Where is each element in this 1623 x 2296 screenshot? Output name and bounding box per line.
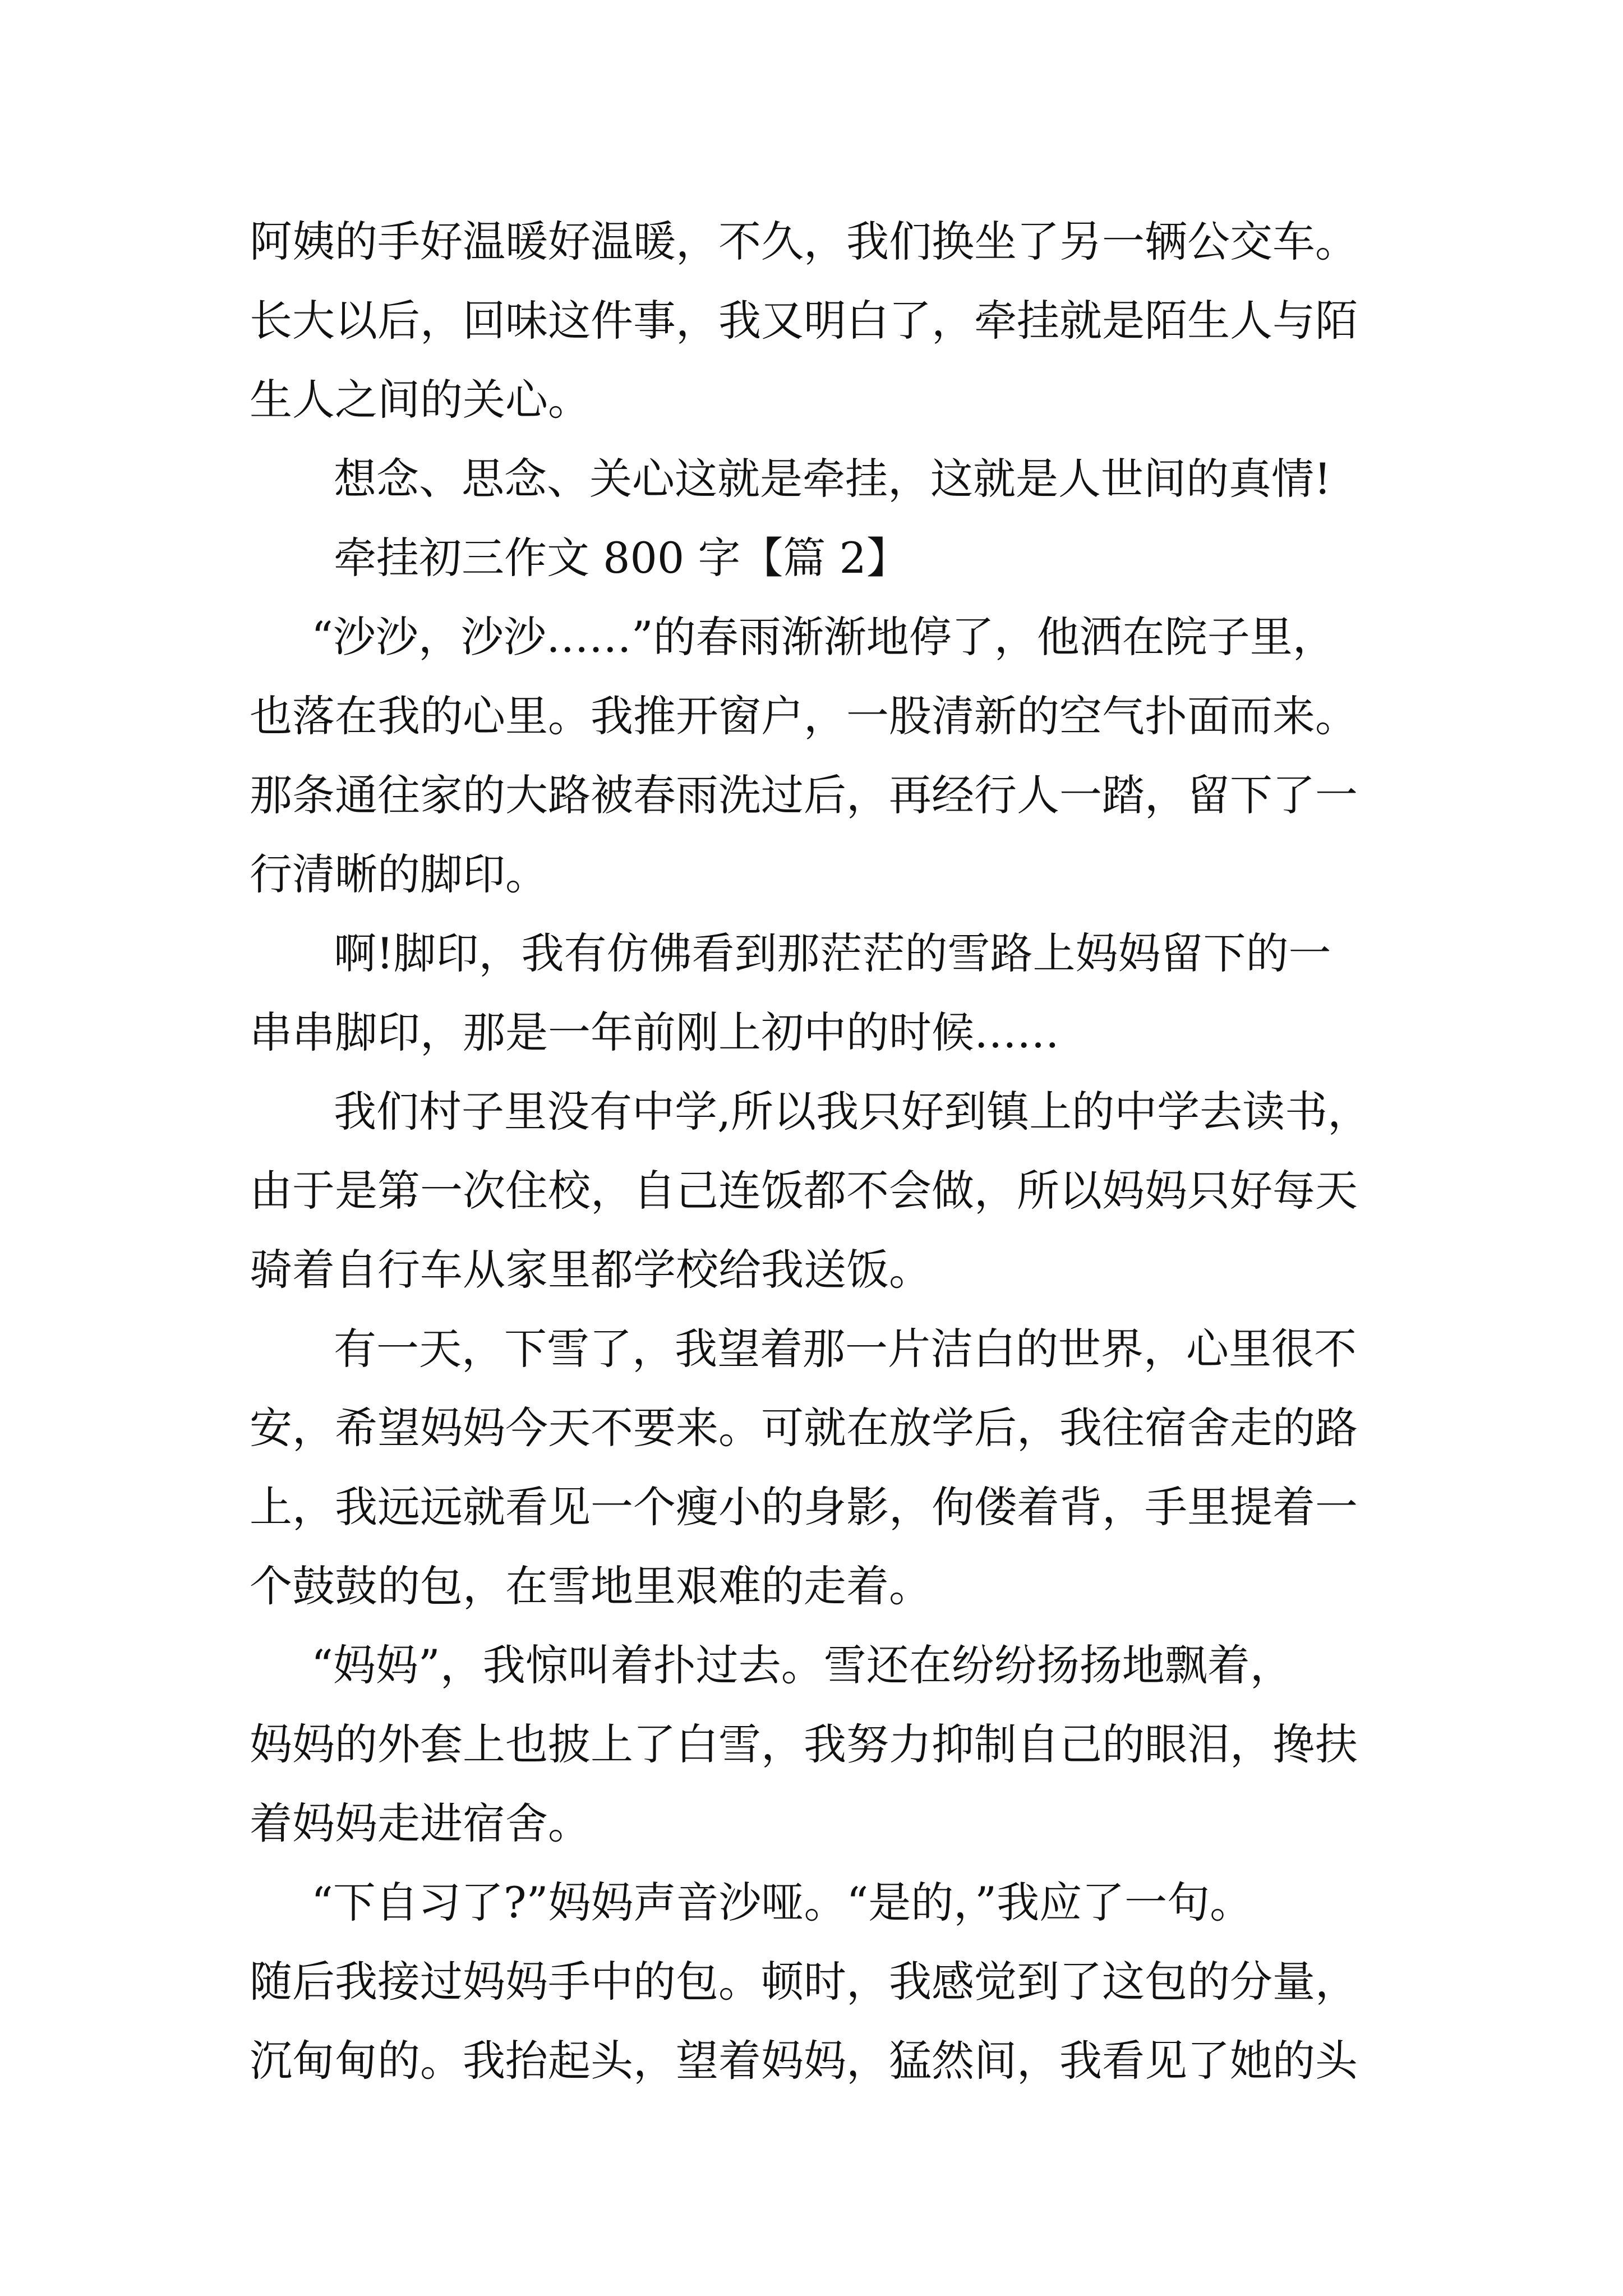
text-line: 着妈妈走进宿舍。 [250,1798,591,1848]
section-heading: 牵挂初三作文 800 字【篇 2】 [334,533,909,583]
document-page [250,202,1394,2100]
text-line: 有一天，下雪了，我望着那一片洁白的世界，心里很不 [334,1324,1357,1374]
text-line: 生人之间的关心。 [250,375,591,425]
text-line: 个鼓鼓的包，在雪地里艰难的走着。 [250,1561,932,1611]
text-line: 那条通往家的大路被春雨洗过后，再经行人一踏，留下了一 [250,770,1358,820]
text-line: 上，我远远就看见一个瘦小的身影，佝偻着背，手里提着一 [250,1482,1358,1532]
text-line: 想念、思念、关心这就是牵挂，这就是人世间的真情! [334,454,1331,504]
text-line: 长大以后，回味这件事，我又明白了，牵挂就是陌生人与陌 [250,296,1358,346]
text-line: 安，希望妈妈今天不要来。可就在放学后，我往宿舍走的路 [250,1403,1358,1453]
text-line: “沙沙，沙沙……”的春雨渐渐地停了，他洒在院子里， [311,612,1335,662]
text-line: 我们村子里没有中学,所以我只好到镇上的中学去读书， [334,1087,1371,1137]
text-line: 也落在我的心里。我推开窗户，一股清新的空气扑面而来。 [250,691,1358,741]
text-line: 啊!脚印，我有仿佛看到那茫茫的雪路上妈妈留下的一 [334,928,1331,978]
text-line: 沉甸甸的。我抬起头，望着妈妈，猛然间，我看见了她的头 [250,2036,1358,2086]
text-line: 行清晰的脚印。 [250,849,548,899]
text-line: 阿姨的手好温暖好温暖，不久，我们换坐了另一辆公交车。 [250,217,1358,266]
text-line: 随后我接过妈妈手中的包。顿时，我感觉到了这包的分量， [250,1957,1358,2007]
text-line: 妈妈的外套上也披上了白雪，我努力抑制自己的眼泪，搀扶 [250,1719,1358,1769]
text-line: 由于是第一次住校，自己连饭都不会做，所以妈妈只好每天 [250,1166,1358,1216]
text-line: 骑着自行车从家里都学校给我送饭。 [250,1245,932,1295]
text-line: 串串脚印，那是一年前刚上初中的时候…… [250,1007,1059,1057]
text-line: “妈妈”，我惊叫着扑过去。雪还在纷纷扬扬地飘着， [311,1640,1293,1690]
text-line: “下自习了?”妈妈声音沙哑。“是的，”我应了一句。 [311,1878,1253,1927]
